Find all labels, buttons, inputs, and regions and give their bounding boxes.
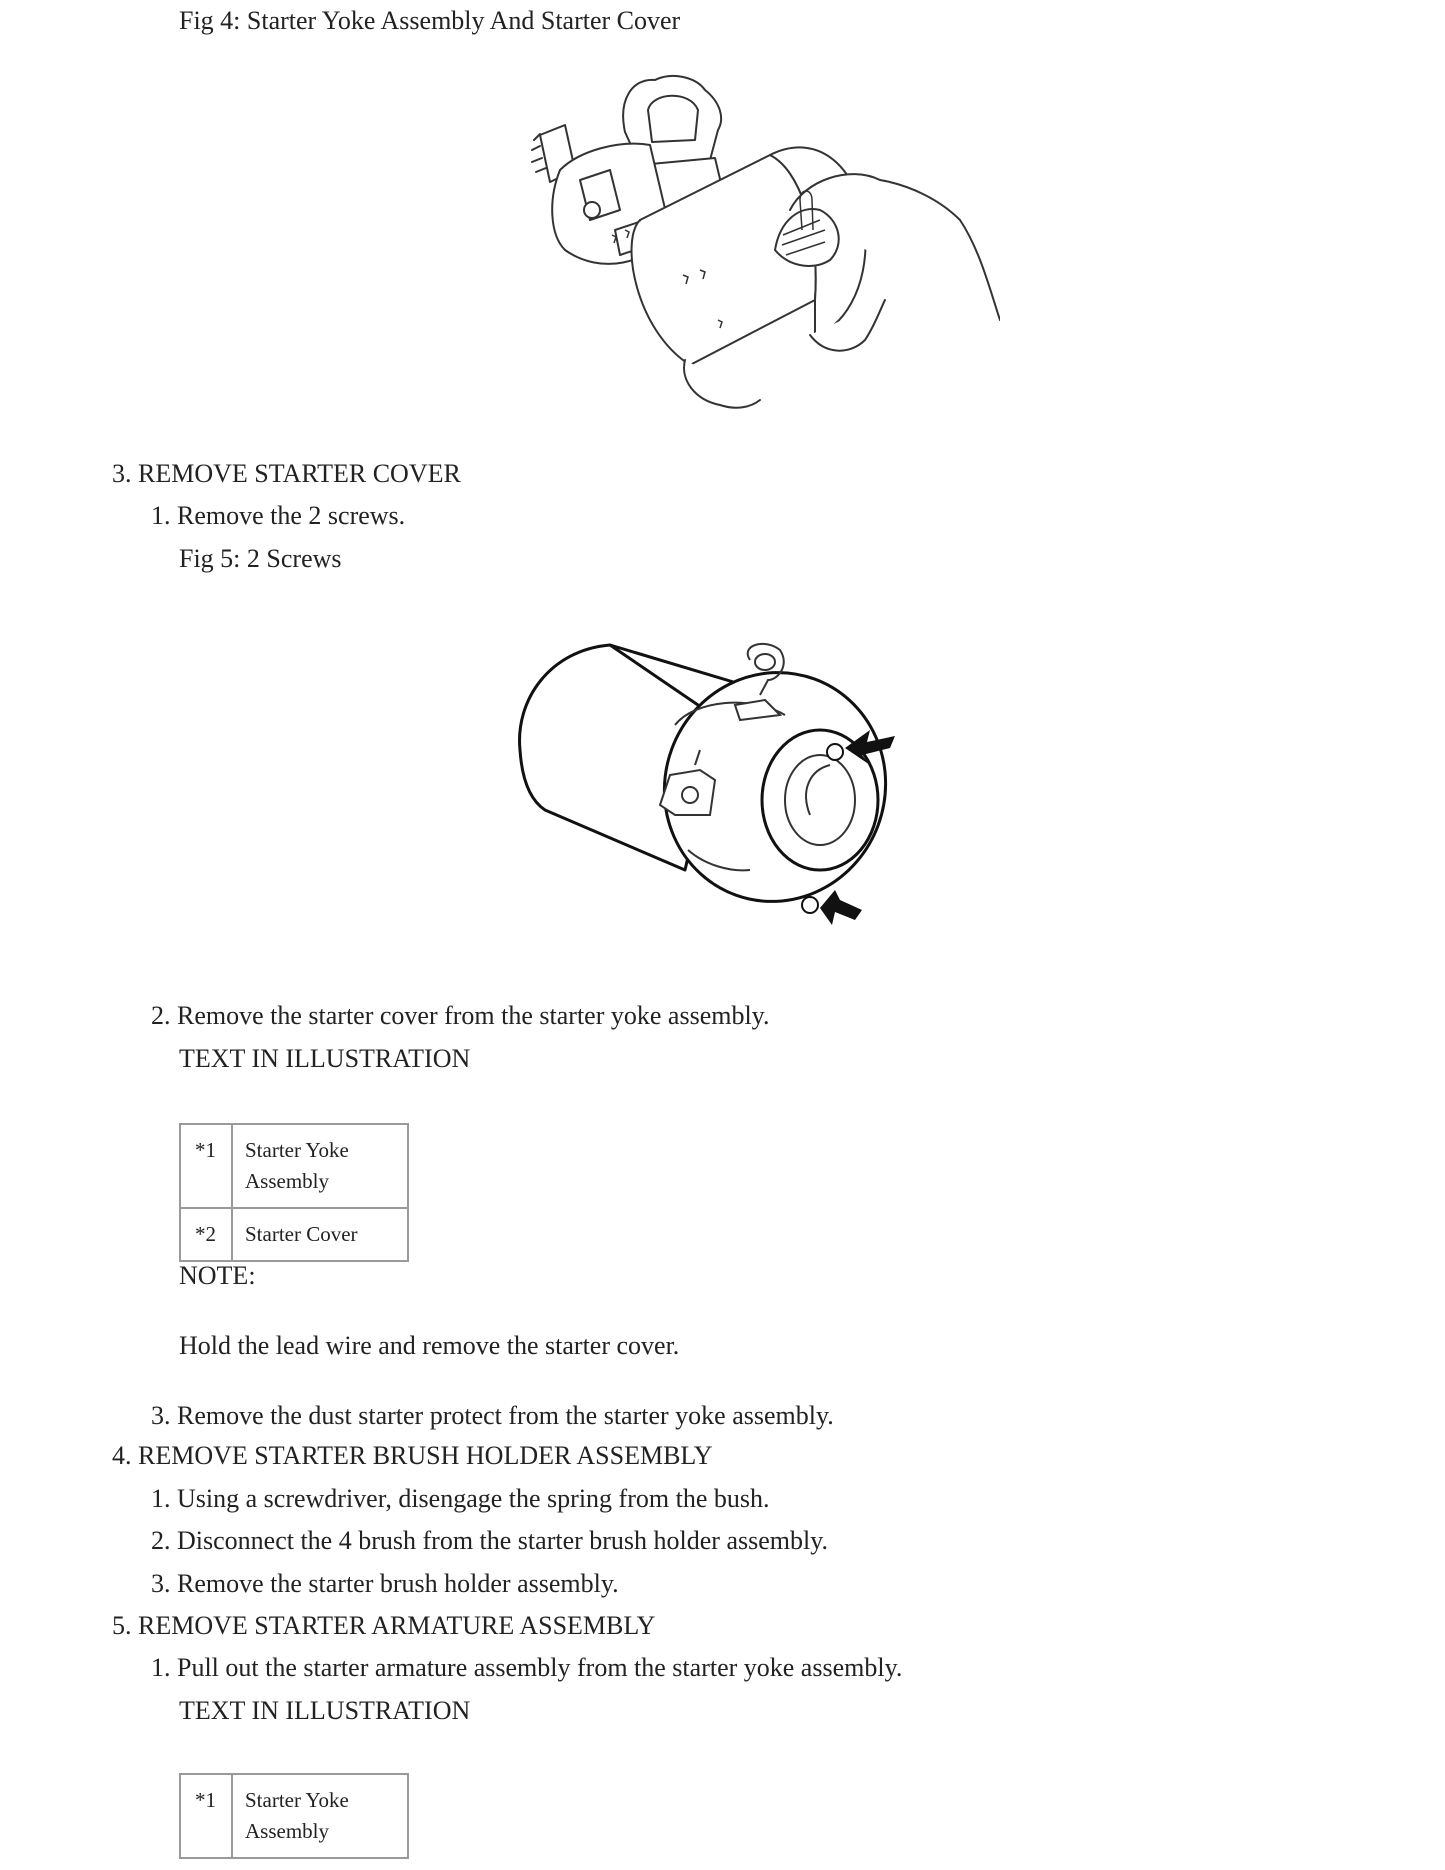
step3-sub2: 2. Remove the starter cover from the starter yoke assembly. xyxy=(151,1001,770,1030)
step4-heading: 4. REMOVE STARTER BRUSH HOLDER ASSEMBLY xyxy=(112,1441,713,1470)
step3-legend-table xyxy=(179,1123,409,1262)
legend-text: Starter Yoke Assembly xyxy=(232,1774,408,1858)
fig4-caption: Fig 4: Starter Yoke Assembly And Starter Cover xyxy=(179,6,681,35)
legend-num: *1 xyxy=(180,1124,232,1208)
table-row xyxy=(180,1774,408,1858)
table-row xyxy=(180,1124,408,1208)
step4-sub1: 1. Using a screwdriver, disengage the spring from the bush. xyxy=(151,1484,770,1513)
legend-num: *2 xyxy=(180,1208,232,1261)
step3-illus-title: TEXT IN ILLUSTRATION xyxy=(179,1044,471,1073)
legend-num: *1 xyxy=(180,1774,232,1858)
step4-sub2: 2. Disconnect the 4 brush from the starter brush holder assembly. xyxy=(151,1526,829,1555)
legend-text: Starter Cover xyxy=(232,1208,408,1261)
step4-sub3: 3. Remove the starter brush holder assembly. xyxy=(151,1569,619,1598)
step3-sub1: 1. Remove the 2 screws. xyxy=(151,501,406,530)
step5-sub1: 1. Pull out the starter armature assembly from the starter yoke assembly. xyxy=(151,1653,903,1682)
step3-sub3: 3. Remove the dust starter protect from the starter yoke assembly. xyxy=(151,1401,834,1430)
note-label: NOTE: xyxy=(179,1261,256,1290)
step5-illus-title: TEXT IN ILLUSTRATION xyxy=(179,1696,471,1725)
fig4-illustration xyxy=(520,70,1000,420)
note-text: Hold the lead wire and remove the starter cover. xyxy=(179,1331,680,1360)
legend-text: Starter Yoke Assembly xyxy=(232,1124,408,1208)
step5-heading: 5. REMOVE STARTER ARMATURE ASSEMBLY xyxy=(112,1611,656,1640)
step5-legend-table xyxy=(179,1773,409,1859)
table-row xyxy=(180,1208,408,1261)
fig5-caption: Fig 5: 2 Screws xyxy=(179,544,342,573)
step3-heading: 3. REMOVE STARTER COVER xyxy=(112,459,461,488)
fig5-illustration xyxy=(510,640,910,950)
